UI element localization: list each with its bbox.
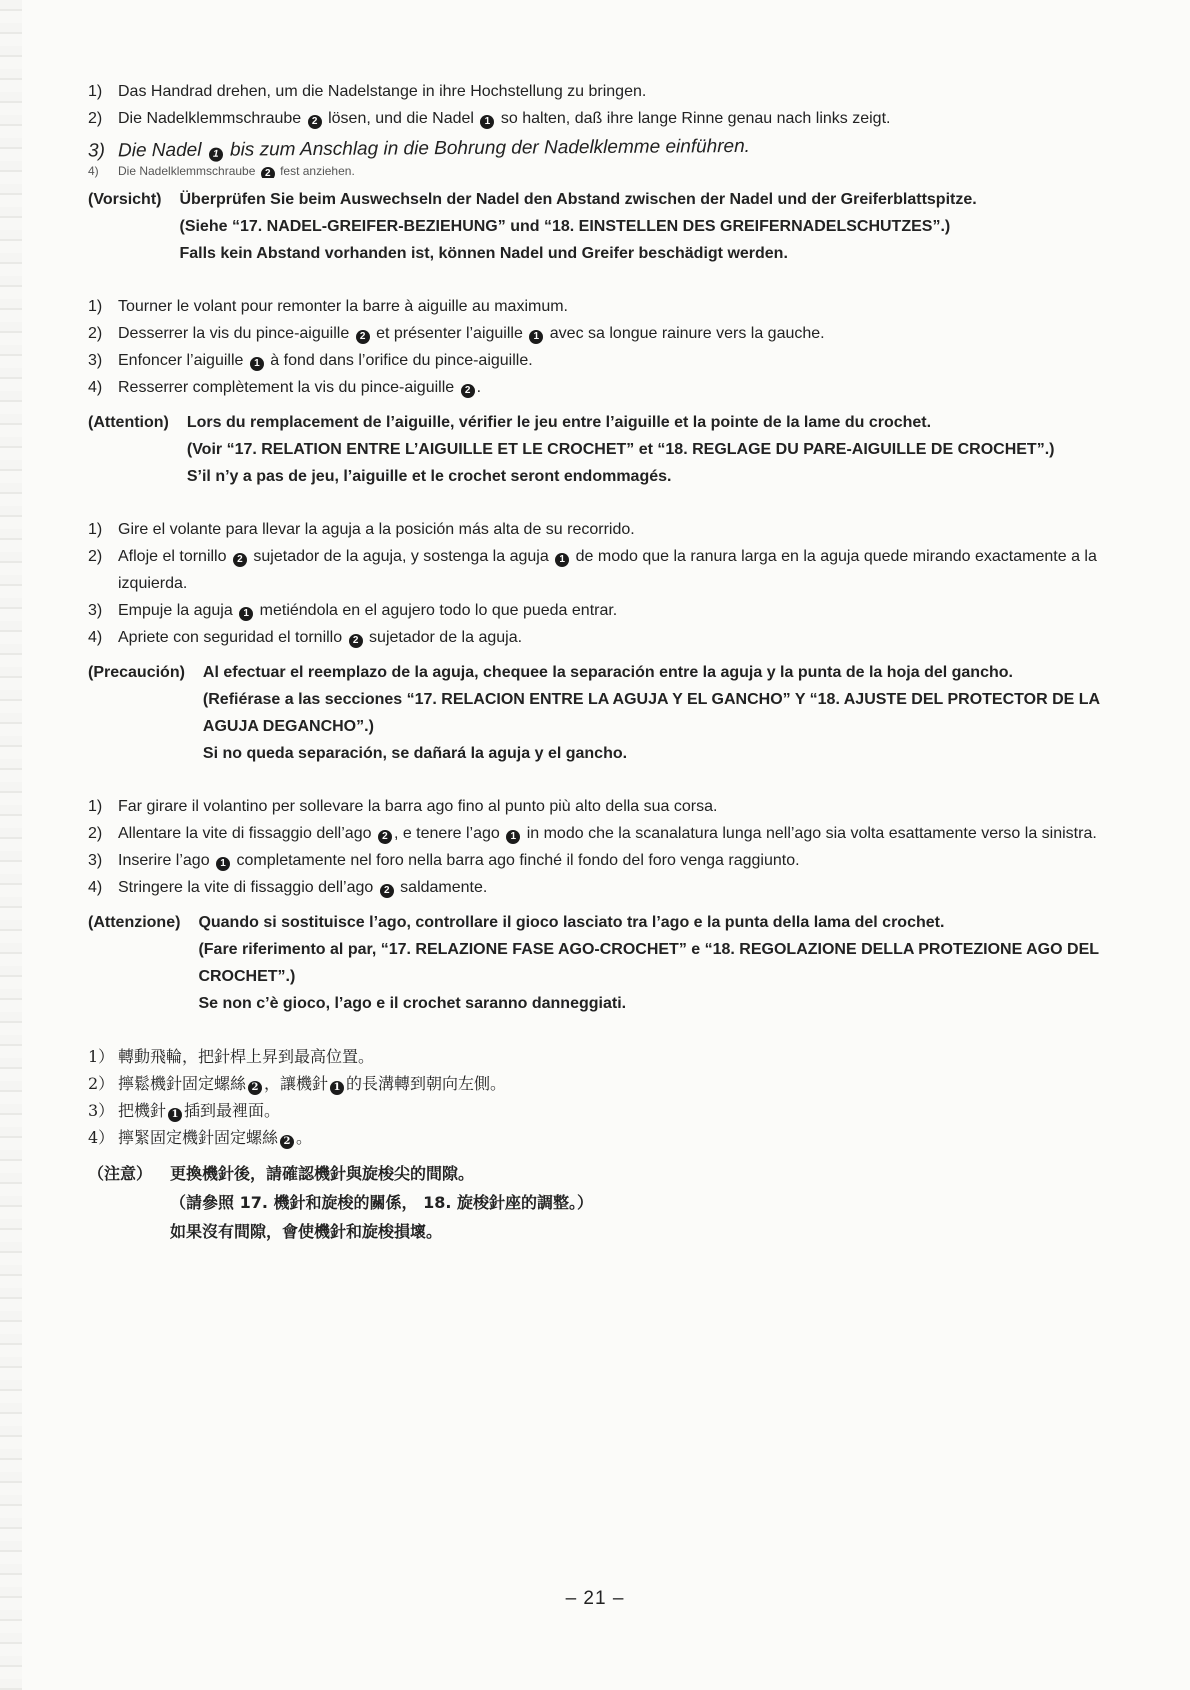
- step-es-4: 4) Apriete con seguridad el tornillo 2 sujetador de la aguja.: [88, 629, 523, 646]
- needle-1-icon: 1: [529, 330, 543, 344]
- needle-1-icon: 1: [168, 1108, 182, 1122]
- step-es-3: 3) Empuje la aguja 1 metiéndola en el agujero todo lo que pueda entrar.: [88, 602, 618, 619]
- step-it-2: 2) Allentare la vite di fissaggio dell’ago 2 , e tenere l’ago 1 in modo che la scanalatura lunga nell’ago sia volta esattamente verso la sinistra.: [88, 825, 1097, 842]
- step-de-3: 3) Die Nadel 1 bis zum Anschlag in die Bohrung der Nadelklemme einführen.: [88, 135, 750, 162]
- needle-1-icon: 1: [555, 553, 569, 567]
- page-number: – 21 –: [565, 1588, 625, 1609]
- needle-1-icon: 1: [250, 357, 264, 371]
- step-zh-1: 1） 轉動飛輪，把針桿上昇到最高位置。: [88, 1047, 375, 1066]
- step-zh-4: 4） 擰緊固定機針固定螺絲 2 。: [88, 1128, 313, 1147]
- needle-1-icon: 1: [209, 148, 223, 162]
- step-zh-2: 2） 擰鬆機針固定螺絲 2 ，讓機針 1 的長溝轉到朝向左側。: [88, 1074, 507, 1093]
- caution-note-chinese: （注意） 更換機針後，請確認機針與旋梭尖的間隙。 （請參照 17. 機針和旋梭的關係， 18. 旋梭針座的調整。） 如果沒有間隙，會使機針和旋梭損壞。: [88, 1159, 1108, 1246]
- caution-note-german: (Vorsicht) Überprüfen Sie beim Auswechseln der Nadel den Abstand zwischen der Nadel und der Greiferblattspitze. (Siehe “17. NADEL-GREIFER-BEZIEHUNG” und “18. EINSTELLEN DES GREIFERNADELSCHUTZES”.) Falls kein Abstand vorhanden ist, können Nadel und Greifer beschädigt werden.: [88, 186, 1108, 267]
- caution-note-french: (Attention) Lors du remplacement de l’aiguille, vérifier le jeu entre l’aiguille et la pointe de la lame du crochet. (Voir “17. RELATION ENTRE L’AIGUILLE ET LE CROCHET” et “18. REGLAGE DU PARE-AIGUILLE DE CROCHET”.) S’il n’y a pas de jeu, l’aiguille et le crochet seront endommagés.: [88, 409, 1108, 490]
- note-label: (Attention): [88, 414, 169, 431]
- step-it-3: 3) Inserire l’ago 1 completamente nel foro nella barra ago finché il fondo del foro venga raggiunto.: [88, 852, 800, 869]
- section-german: [88, 78, 1108, 267]
- step-it-4: 4) Stringere la vite di fissaggio dell’ago 2 saldamente.: [88, 879, 488, 896]
- steps-chinese: [88, 1043, 1108, 1151]
- note-label: (Vorsicht): [88, 191, 162, 208]
- screw-2-icon: 2: [261, 167, 275, 178]
- section-italian: [88, 793, 1108, 1017]
- step-fr-4: 4) Resserrer complètement la vis du pince-aiguille 2 .: [88, 379, 482, 396]
- step-fr-2: 2) Desserrer la vis du pince-aiguille 2 et présenter l’aiguille 1 avec sa longue rainure vers la gauche.: [88, 325, 825, 342]
- needle-1-icon: 1: [239, 607, 253, 621]
- step-de-1: 1) Das Handrad drehen, um die Nadelstange in ihre Hochstellung zu bringen.: [88, 83, 647, 100]
- manual-page: [88, 78, 1108, 1272]
- step-fr-3: 3) Enfoncer l’aiguille 1 à fond dans l’orifice du pince-aiguille.: [88, 352, 533, 369]
- step-zh-3: 3） 把機針 1 插到最裡面。: [88, 1101, 281, 1120]
- needle-1-icon: 1: [330, 1081, 344, 1095]
- screw-2-icon: 2: [461, 384, 475, 398]
- step-de-4: 4) Die Nadelklemmschraube 2 fest anziehen.: [88, 164, 1108, 178]
- screw-2-icon: 2: [380, 884, 394, 898]
- caution-note-italian: (Attenzione) Quando si sostituisce l’ago, controllare il gioco lasciato tra l’ago e la punta della lama del crochet. (Fare riferimento al par, “17. RELAZIONE FASE AGO-CROCHET” e “18. REGOLAZIONE DELLA PROTEZIONE AGO DEL CROCHET”.) Se non c’è gioco, l’ago e il crochet saranno danneggiati.: [88, 909, 1108, 1017]
- screw-2-icon: 2: [356, 330, 370, 344]
- note-label: (Attenzione): [88, 914, 181, 931]
- note-label: （注意）: [88, 1164, 153, 1183]
- steps-french: [88, 293, 1108, 401]
- note-label: (Precaución): [88, 664, 185, 681]
- step-es-2: 2) Afloje el tornillo 2 sujetador de la aguja, y sostenga la aguja 1 de modo que la ranura larga en la aguja quede mirando exactamente a la izquierda.: [88, 548, 1097, 592]
- binding-edge: [0, 0, 22, 1690]
- screw-2-icon: 2: [248, 1081, 262, 1095]
- steps-italian: [88, 793, 1108, 901]
- needle-1-icon: 1: [216, 857, 230, 871]
- step-fr-1: 1) Tourner le volant pour remonter la barre à aiguille au maximum.: [88, 298, 568, 315]
- step-de-2: 2) Die Nadelklemmschraube 2 lösen, und die Nadel 1 so halten, daß ihre lange Rinne genau nach links zeigt.: [88, 110, 891, 127]
- needle-1-icon: 1: [506, 830, 520, 844]
- screw-2-icon: 2: [378, 830, 392, 844]
- screw-2-icon: 2: [233, 553, 247, 567]
- step-es-1: 1) Gire el volante para llevar la aguja a la posición más alta de su recorrido.: [88, 521, 635, 538]
- steps-german: [88, 78, 1108, 178]
- steps-spanish: [88, 516, 1108, 651]
- section-spanish: [88, 516, 1108, 767]
- screw-2-icon: 2: [349, 634, 363, 648]
- screw-2-icon: 2: [280, 1135, 294, 1149]
- needle-1-icon: 1: [480, 115, 494, 129]
- section-french: [88, 293, 1108, 490]
- section-chinese: [88, 1043, 1108, 1246]
- screw-2-icon: 2: [308, 115, 322, 129]
- step-it-1: 1) Far girare il volantino per sollevare la barra ago fino al punto più alto della sua corsa.: [88, 798, 718, 815]
- caution-note-spanish: (Precaución) Al efectuar el reemplazo de la aguja, chequee la separación entre la aguja y la punta de la hoja del gancho. (Refiérase a las secciones “17. RELACION ENTRE LA AGUJA Y EL GANCHO” Y “18. AJUSTE DEL PROTECTOR DE LA AGUJA DEGANCHO”.) Si no queda separación, se dañará la aguja y el gancho.: [88, 659, 1108, 767]
